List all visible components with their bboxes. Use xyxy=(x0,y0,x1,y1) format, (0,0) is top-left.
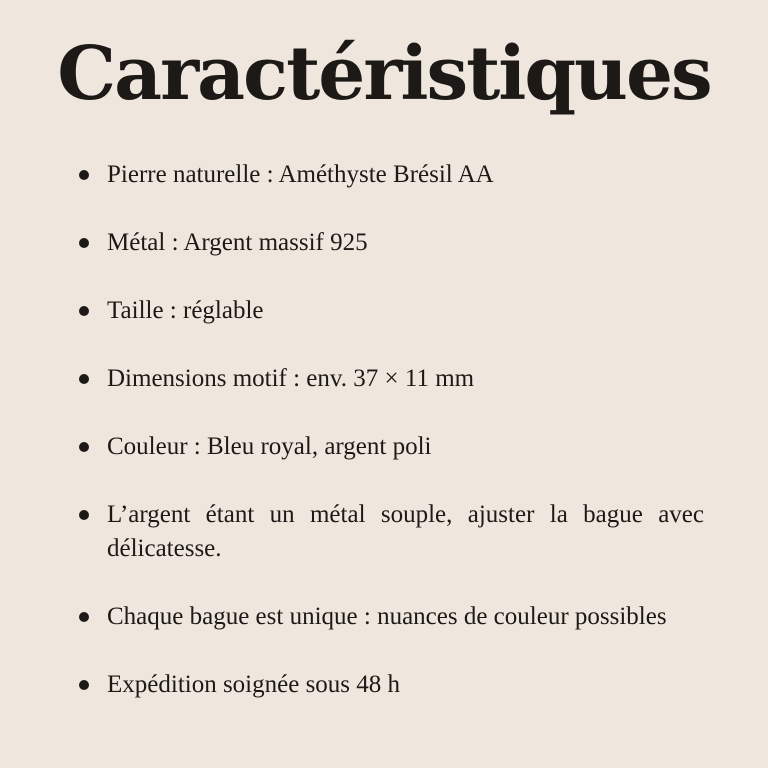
list-item-size xyxy=(0,294,768,328)
list-item-text: Métal : Argent massif 925 xyxy=(107,229,368,256)
list-item-text: L’argent étant un métal souple, ajuster la bague avec délicatesse. xyxy=(107,501,704,562)
list-item-text: Taille : réglable xyxy=(107,297,264,324)
list-item-stone xyxy=(0,158,768,192)
bullet-icon xyxy=(79,238,89,248)
list-item-unique xyxy=(0,600,768,634)
list-item-text: Dimensions motif : env. 37 × 11 mm xyxy=(107,365,475,392)
bullet-icon xyxy=(79,612,89,622)
bullet-icon xyxy=(79,170,89,180)
list-item-color xyxy=(0,430,768,464)
list-item-care xyxy=(0,498,768,566)
list-item-metal xyxy=(0,226,768,260)
list-item-dimensions xyxy=(0,362,768,396)
list-item-text: Couleur : Bleu royal, argent poli xyxy=(107,433,432,460)
page-title: Caractéristiques xyxy=(57,31,711,117)
list-item-text: Pierre naturelle : Améthyste Brésil AA xyxy=(107,161,494,188)
bullet-icon xyxy=(79,442,89,452)
list-item-text: Expédition soignée sous 48 h xyxy=(107,671,401,698)
characteristics-list xyxy=(0,158,768,702)
bullet-icon xyxy=(79,374,89,384)
list-item-text: Chaque bague est unique : nuances de couleur possibles xyxy=(107,603,667,630)
bullet-icon xyxy=(79,510,89,520)
list-item-shipping xyxy=(0,668,768,702)
bullet-icon xyxy=(79,306,89,316)
bullet-icon xyxy=(79,680,89,690)
